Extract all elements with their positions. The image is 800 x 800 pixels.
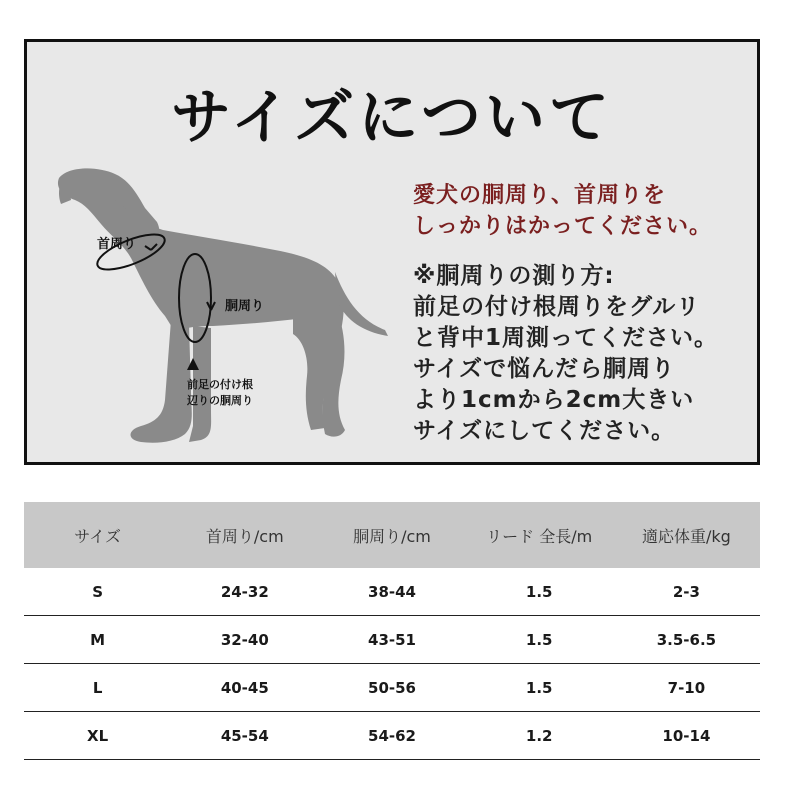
cell-lead-length: 1.5 bbox=[525, 630, 553, 649]
method-line: ※胴周りの測り方: bbox=[413, 263, 615, 289]
notice-line: 愛犬の胴周り、首周りを bbox=[413, 183, 667, 208]
measurement-method bbox=[413, 261, 758, 447]
cell-weight: 7-10 bbox=[667, 678, 706, 697]
diagram-note-line-2: 辺りの胴周り bbox=[187, 394, 253, 407]
header-lead-length: リード 全長/m bbox=[486, 526, 593, 546]
method-line: と背中1周測ってください。 bbox=[413, 325, 719, 351]
cell-weight: 10-14 bbox=[662, 726, 711, 745]
cell-chest: 43-51 bbox=[368, 630, 416, 649]
size-table bbox=[24, 502, 760, 760]
chest-label: 胴周り bbox=[225, 299, 265, 314]
cell-neck: 32-40 bbox=[220, 630, 269, 649]
cell-chest: 54-62 bbox=[368, 726, 416, 745]
cell-weight: 3.5-6.5 bbox=[656, 630, 717, 649]
table-row bbox=[24, 664, 760, 712]
header-chest: 胴周り/cm bbox=[353, 526, 431, 546]
neck-label: 首周り bbox=[97, 237, 137, 252]
dog-measurement-diagram bbox=[45, 160, 405, 460]
cell-size: L bbox=[92, 678, 103, 697]
notice-line: しっかりはかってください。 bbox=[413, 214, 713, 239]
header-neck: 首周り/cm bbox=[205, 526, 284, 546]
size-table-header bbox=[24, 502, 760, 568]
cell-chest: 38-44 bbox=[368, 582, 416, 601]
cell-weight: 2-3 bbox=[672, 582, 700, 601]
measurement-notice bbox=[413, 180, 758, 242]
cell-lead-length: 1.5 bbox=[525, 678, 553, 697]
header-size: サイズ bbox=[74, 526, 121, 546]
cell-chest: 50-56 bbox=[368, 678, 416, 697]
method-line: サイズで悩んだら胴周り bbox=[413, 356, 676, 382]
method-line: より1cmから2cm大きい bbox=[413, 387, 695, 413]
table-row bbox=[24, 712, 760, 760]
method-line: サイズにしてください。 bbox=[413, 418, 676, 444]
page-title: サイズについて bbox=[171, 83, 613, 153]
dog-silhouette-illustration bbox=[45, 160, 405, 460]
cell-lead-length: 1.5 bbox=[525, 582, 553, 601]
method-line: 前足の付け根周りをグルリ bbox=[413, 294, 701, 320]
cell-size: M bbox=[90, 630, 106, 649]
table-row bbox=[24, 568, 760, 616]
cell-neck: 40-45 bbox=[220, 678, 269, 697]
cell-neck: 24-32 bbox=[220, 582, 269, 601]
cell-neck: 45-54 bbox=[220, 726, 269, 745]
header-weight: 適応体重/kg bbox=[642, 526, 731, 546]
size-info-panel bbox=[24, 39, 760, 465]
table-row bbox=[24, 616, 760, 664]
diagram-note-line-1: 前足の付け根 bbox=[187, 378, 253, 391]
cell-size: XL bbox=[87, 726, 109, 745]
cell-size: S bbox=[92, 582, 103, 601]
cell-lead-length: 1.2 bbox=[525, 726, 553, 745]
